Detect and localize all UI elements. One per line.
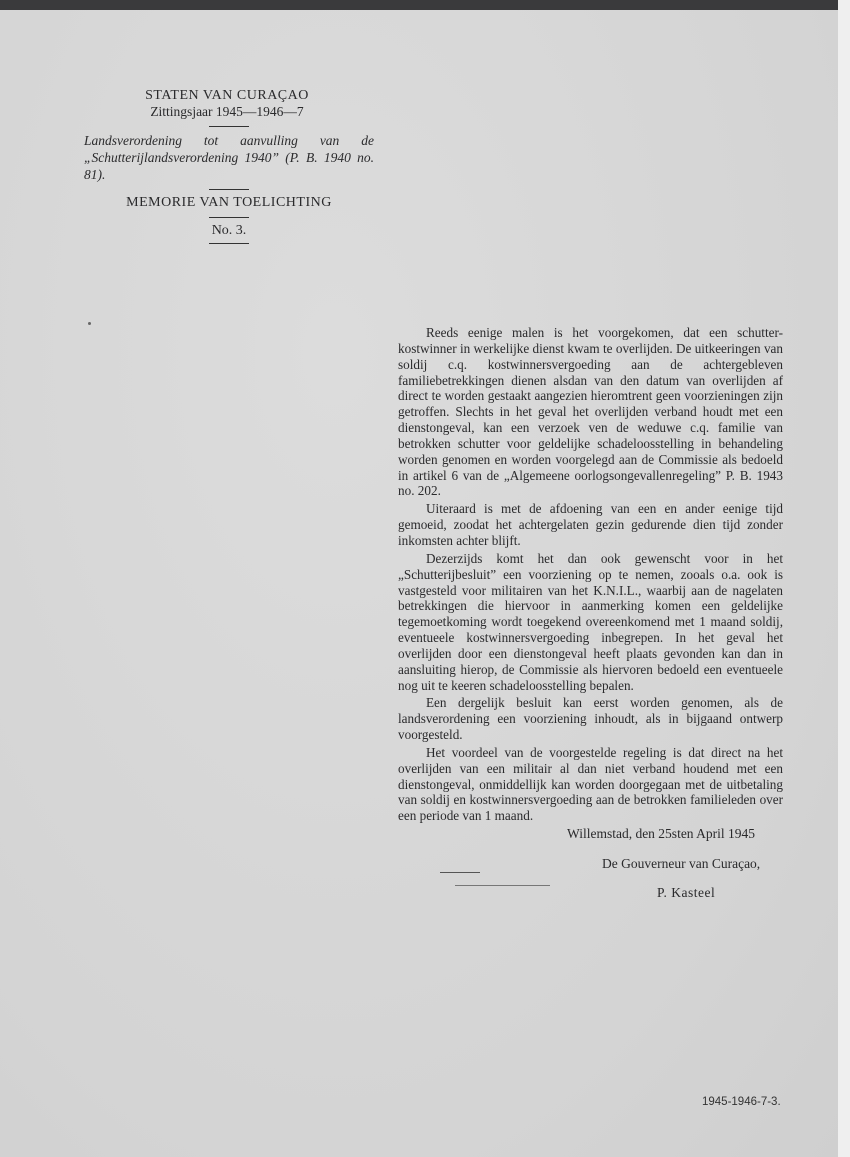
paper-speck (88, 322, 91, 325)
paragraph: Het voordeel van de voorgestelde regeling is dat direct na het overlijden van een militair al dan niet verband houdend met een dienstongeval, onmiddellijk kan worden doorgegaan met de uitbetaling van soldij en kostwinnersvergoeding aan de betrokken familieleden over een periode van 1 maand. (398, 744, 783, 824)
issuer-title: STATEN VAN CURAÇAO (145, 88, 309, 103)
document-page (0, 10, 838, 1157)
paragraph: Een dergelijk besluit kan eerst worden genomen, als de landsverordening een voorziening inhoudt, als in bijgaand ontwerp voorgesteld. (398, 695, 783, 743)
paragraph: Uiteraard is met de afdoening van een en ander eenige tijd gemoeid, zoodat het achtergelaten gezin gedurende dien tijd zonder inkomsten achter blijft. (398, 501, 783, 548)
place-date: Willemstad, den 25sten April 1945 (567, 826, 756, 841)
header-divider (209, 217, 249, 218)
signatory-title: De Gouverneur van Curaçao, (602, 856, 761, 871)
header-divider (209, 189, 249, 190)
paragraph: Dezerzijds komt het dan ook gewenscht voor in het „Schutterijbesluit” een voorziening op te nemen, zooals o.a. ook is vastgesteld voor militairen van het K.N.I.L., waarbij aan de nagelaten betrekkingen die hiervoor in aanmerking komen een geldelijke tegemoetkoming wordt toegekend overeenkomend met 1 maand soldij, eventueele kostwinnersvergoeding inbegrepen. In het geval het overlijden door een dienstongeval heeft plaats gevonden kan dan in aansluiting hierop, de Commissie als hiervoren bedoeld een eventueele nog uit te keeren schadeloosstelling bepalen. (398, 550, 783, 693)
signature-line (455, 885, 550, 886)
header-divider (209, 126, 249, 127)
session-year: Zittingsjaar 1945—1946—7 (150, 104, 304, 119)
document-code: 1945-1946-7-3. (702, 1096, 781, 1108)
ordinance-subject: Landsverordening tot aanvulling van de „Schutterijlandsverordening 1940” (P. B. 1940 no. 81). (84, 133, 374, 182)
document-number: No. 3. (211, 223, 247, 238)
paragraph: Reeds eenige malen is het voorgekomen, dat een schutter-kostwinner in werkelijke dienst kwam te overlijden. De uitkeeringen van soldij c.q. kostwinnersvergoeding aan de achtergebleven familiebetrekkingen dienen alsdan van den datum van overlijden af direct te worden gestaakt aangezien hieromtrent geen voorzieningen zijn getroffen. Slechts in het geval het overlijden verband houdt met een dienstongeval, kan een verzoek ven de weduwe c.q. familie van betrokken schutter voor geldelijke schadeloosstelling in behandeling worden genomen en worden voorgelegd aan de Commissie als bedoeld in artikel 6 van de „Algemeene oorlogsongevallenregeling” P. B. 1943 no. 202. (398, 325, 783, 499)
scan-border-right (838, 0, 850, 1157)
document-type: MEMORIE VAN TOELICHTING (126, 195, 332, 210)
signature-line (440, 872, 480, 873)
signatory-name: P. Kasteel (657, 885, 716, 900)
scan-border-top (0, 0, 850, 10)
document-header (84, 88, 374, 249)
header-divider (209, 243, 249, 244)
explanatory-text (398, 325, 783, 824)
